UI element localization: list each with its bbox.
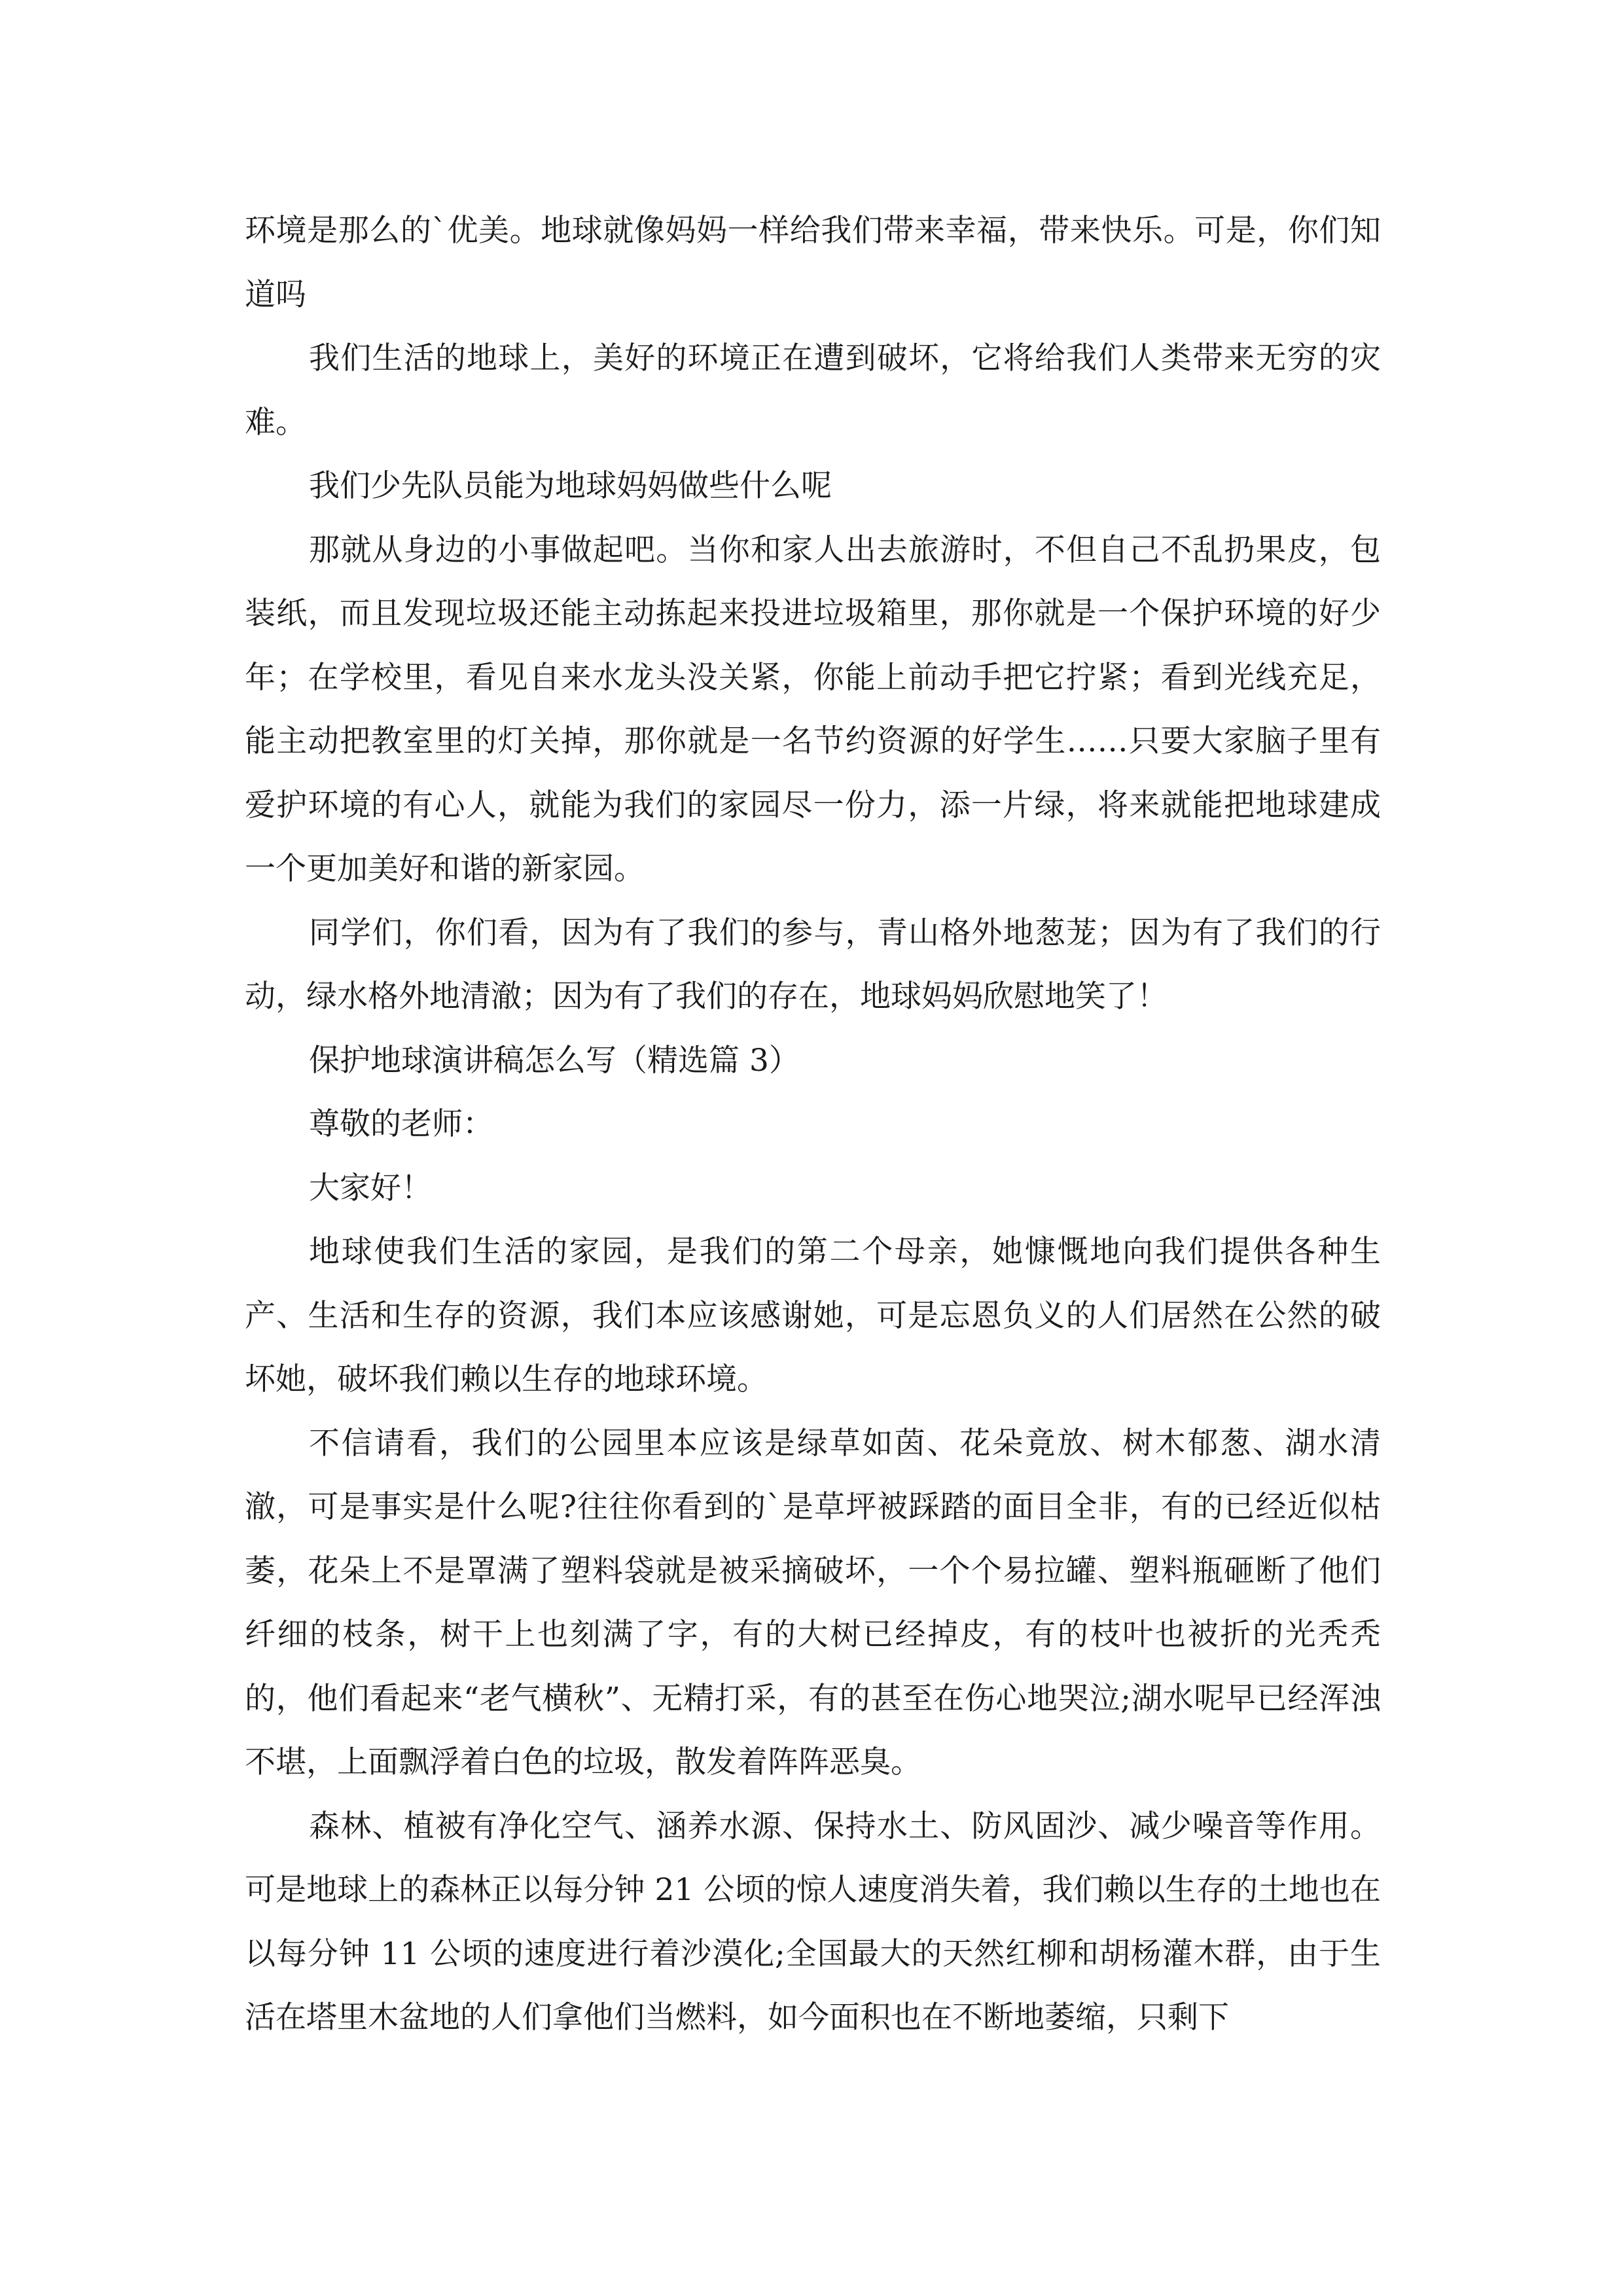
paragraph-2: 我们生活的地球上，美好的环境正在遭到破坏，它将给我们人类带来无穷的灾难。 — [245, 340, 1381, 440]
paragraph-5: 同学们，你们看，因为有了我们的参与，青山格外地葱茏；因为有了我们的行动，绿水格外地清澈；因为有了我们的存在，地球妈妈欣慰地笑了！ — [245, 914, 1381, 1014]
document-body — [245, 199, 1381, 2050]
paragraph-9: 地球使我们生活的家园，是我们的第二个母亲，她慷慨地向我们提供各种生产、生活和生存的资源，我们本应该感谢她，可是忘恩负义的人们居然在公然的破坏她，破坏我们赖以生存的地球环境。 — [245, 1234, 1381, 1397]
paragraph-4: 那就从身边的小事做起吧。当你和家人出去旅游时，不但自己不乱扔果皮，包装纸，而且发现垃圾还能主动拣起来投进垃圾箱里，那你就是一个保护环境的好少年；在学校里，看见自来水龙头没关紧，你能上前动手把它拧紧；看到光线充足，能主动把教室里的灯关掉，那你就是一名节约资源的好学生……只要大家脑子里有爱护环境的有心人，就能为我们的家园尽一份力，添一片绿，将来就能把地球建成一个更加美好和谐的新家园。 — [245, 531, 1381, 887]
paragraph-10: 不信请看，我们的公园里本应该是绿草如茵、花朵竟放、树木郁葱、湖水清澈，可是事实是什么呢?往往你看到的`是草坪被踩踏的面目全非，有的已经近似枯萎，花朵上不是罩满了塑料袋就是被采摘破坏，一个个易拉罐、塑料瓶砸断了他们纤细的枝条，树干上也刻满了字，有的大树已经掉皮，有的枝叶也被折的光秃秃的，他们看起来“老气横秋”、无精打采，有的甚至在伤心地哭泣;湖水呢早已经浑浊不堪，上面飘浮着白色的垃圾，散发着阵阵恶臭。 — [245, 1425, 1381, 1780]
paragraph-11: 森林、植被有净化空气、涵养水源、保持水土、防风固沙、减少噪音等作用。可是地球上的森林正以每分钟 21 公顷的惊人速度消失着，我们赖以生存的土地也在以每分钟 11 公顷的速度进行着沙漠化;全国最大的天然红柳和胡杨灌木群，由于生活在塔里木盆地的人们拿他们当燃料，如今面积也在不断地萎缩，只剩下 — [245, 1808, 1381, 2036]
section-heading: 保护地球演讲稿怎么写（精选篇 3） — [309, 1042, 800, 1079]
paragraph-3: 我们少先队员能为地球妈妈做些什么呢 — [309, 468, 832, 504]
greeting: 大家好！ — [309, 1170, 432, 1206]
salutation: 尊敬的老师： — [309, 1106, 493, 1142]
paragraph-1: 环境是那么的`优美。地球就像妈妈一样给我们带来幸福，带来快乐。可是，你们知道吗 — [245, 213, 1381, 313]
